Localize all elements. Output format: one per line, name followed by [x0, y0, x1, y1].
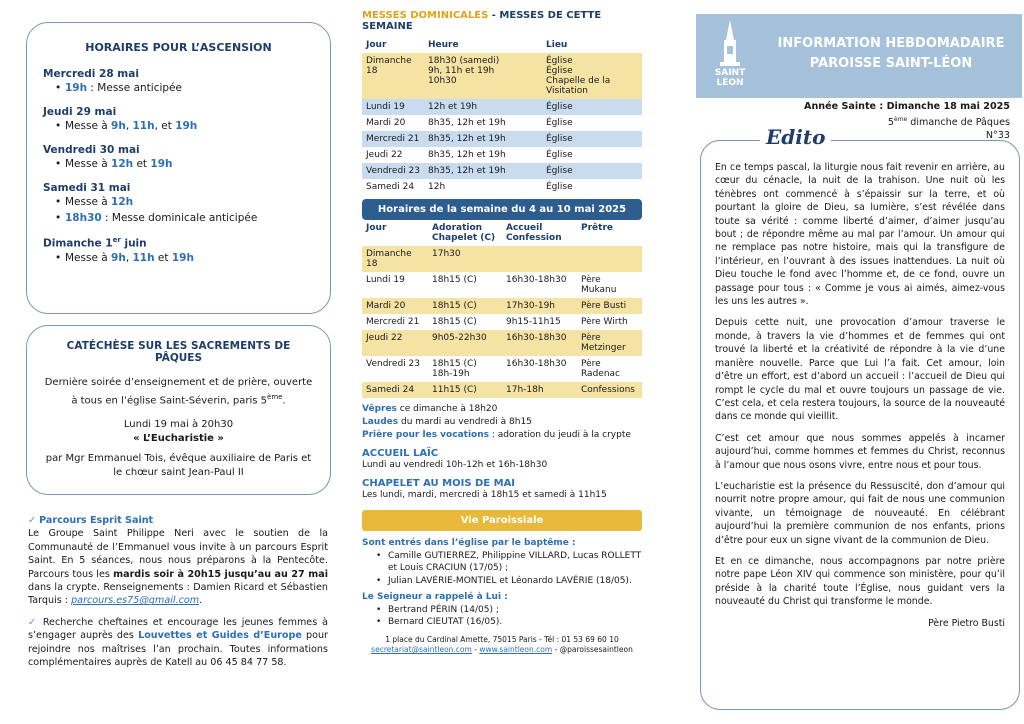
table-cell: 18h15 (C): [428, 298, 502, 314]
ascension-schedule: [43, 68, 314, 266]
table-cell: Église: [542, 163, 642, 179]
table-cell: Église: [542, 179, 642, 195]
chapelet-title: CHAPELET AU MOIS DE MAI: [362, 478, 516, 489]
edito-signature: Père Pietro Busti: [928, 617, 1005, 629]
table-cell: 9h15-11h15: [502, 314, 577, 330]
semaine-title: Horaires de la semaine du 4 au 10 mai 2025: [362, 199, 642, 220]
office-note: Vêpres ce dimanche à 18h20: [362, 404, 498, 414]
edito-title: Edito: [760, 125, 831, 149]
table-cell: 16h30-18h30: [502, 330, 577, 356]
edito-body: [715, 161, 1005, 609]
ascension-day: Jeudi 29 mai: [43, 106, 117, 118]
semaine-table: [362, 220, 642, 398]
edito-paragraph: Et en ce dimanche, nous accompagnons par notre prière notre pape Léon XIV qui commence son ministère, pour qu’il préside à la charité toute l’Église, nous guidant vers la nouveauté du Christ qui transforme le monde.: [715, 555, 1005, 608]
table-cell: Mardi 20: [362, 298, 428, 314]
table-cell: Lundi 19: [362, 99, 424, 115]
table-cell: 18h30 (samedi) 9h, 11h et 19h 10h30: [424, 53, 542, 99]
table-cell: Église: [542, 131, 642, 147]
parcours-text: Le Groupe Saint Philippe Neri avec le soutien de la Communauté de l’Emmanuel vous invite à un parcours Esprit Saint. En 5 séances, nous nous préparons à la Pentecôte. Parcours tous les mardis soir à 20h15 jusqu’au au 27 mai dans la crypte. Renseignements : Damien Ricard et Sébastien Tarquis : parcours.es75@gmail.com.: [28, 528, 328, 607]
deces-item: • Bernard CIEUTAT (16/05).: [362, 616, 642, 629]
table-cell: Vendredi 23: [362, 163, 424, 179]
office-name: Prière pour les vocations: [362, 430, 489, 440]
messe-row: [362, 115, 642, 131]
table-cell: 16h30-18h30: [502, 356, 577, 382]
messe-row: [362, 179, 642, 195]
table-cell: Église: [542, 115, 642, 131]
ascension-item: • 18h30 : Messe dominicale anticipée: [43, 210, 314, 226]
parcours-email-link[interactable]: parcours.es75@gmail.com: [71, 595, 200, 607]
deces-item: • Bertrand PÉRIN (14/05) ;: [362, 604, 642, 617]
table-cell: Dimanche 18: [362, 246, 428, 272]
guides-text: [28, 616, 328, 670]
table-cell: Mardi 20: [362, 115, 424, 131]
ordinal-suffix: er: [112, 236, 121, 244]
guides-text-a: Recherche cheftaines et encourage les jeunes femmes à s’engager auprès des: [28, 616, 328, 642]
table-cell: 12h et 19h: [424, 99, 542, 115]
time: 9h: [111, 120, 126, 132]
table-header: [362, 37, 642, 53]
time: 12h: [111, 158, 134, 170]
ascension-day: Samedi 31 mai: [43, 182, 131, 194]
edito-paragraph: C’est cet amour que nous sommes appelés à incarner aujourd’hui, comme hommes et femmes du Christ, reconnus à l’amour que nous osons vivre, entre nous et pour tous.: [715, 432, 1005, 471]
footer-website-link[interactable]: www.saintleon.com: [479, 645, 553, 654]
ascension-day: Vendredi 30 mai: [43, 144, 140, 156]
table-cell: Samedi 24: [362, 382, 428, 398]
time: 9h: [111, 251, 126, 264]
table-cell: [502, 246, 577, 272]
parcours-text-c: dans la crypte. Renseignements : Damien Ricard et Sébastien Tarquis :: [28, 582, 328, 607]
table-cell: 18h15 (C): [428, 314, 502, 330]
bulletin-header: [696, 14, 1022, 98]
vie-paroissiale-title: Vie Paroissiale: [362, 510, 642, 531]
messes-title: [362, 10, 642, 32]
table-cell: 17h30-19h: [502, 298, 577, 314]
catechese-title: CATÉCHÈSE SUR LES SACREMENTS DE PÂQUES: [66, 340, 291, 364]
logo-text-saint: SAINT: [714, 68, 746, 78]
offices-notes: [362, 403, 642, 442]
time: 12h: [111, 196, 134, 208]
footer-email-link[interactable]: secretariat@saintleon.com: [371, 645, 472, 654]
table-cell: Samedi 24: [362, 179, 424, 195]
table-cell: Père Metzinger: [577, 330, 642, 356]
messes-table: [362, 37, 642, 195]
catechese-speaker: par Mgr Emmanuel Tois, évêque auxiliaire de Paris et le chœur saint Jean-Paul II: [45, 453, 312, 479]
header-title-line2: PAROISSE SAINT-LÉON: [809, 56, 973, 71]
office-name: Laudes: [362, 417, 399, 427]
semaine-row: [362, 298, 642, 314]
catechese-theme: « L’Eucharistie »: [133, 433, 224, 445]
deces-title: Le Seigneur a rappelé à Lui :: [362, 592, 508, 602]
ordinal-suffix: ème: [267, 393, 283, 401]
column-header: Accueil Confession: [506, 223, 562, 243]
ascension-box: [26, 22, 331, 314]
ascension-day: Dimanche 1er juin: [43, 236, 147, 250]
sunday-label: dimanche de Pâques: [907, 117, 1010, 129]
middle-column: [362, 10, 642, 656]
edito-box: [700, 140, 1020, 710]
catechese-box: [26, 325, 331, 495]
bapteme-item: • Camille GUTIERREZ, Philippine VILLARD, Lucas ROLLETT et Louis CRACIUN (17/05) ;: [362, 550, 642, 575]
table-cell: Lundi 19: [362, 272, 428, 298]
time: 19h: [65, 82, 88, 94]
parcours-schedule: mardis soir à 20h15 jusqu’au au 27 mai: [113, 568, 328, 580]
edito-paragraph: L’eucharistie est la présence du Ressuscité, don d’amour qui nourrit notre propre amour, qui fait de nous une communion vivante, un témoignage de nouveauté. En célébrant aujourd’hui la première communion de nos enfants, prions d’être pour eux un signe vivant de la communion de Dieu.: [715, 480, 1005, 546]
table-cell: 11h15 (C): [428, 382, 502, 398]
table-cell: 8h35, 12h et 19h: [424, 147, 542, 163]
table-cell: 8h35, 12h et 19h: [424, 163, 542, 179]
table-cell: 18h15 (C): [428, 272, 502, 298]
office-note: Prière pour les vocations : adoration du jeudi à la crypte: [362, 430, 631, 440]
check-icon: ✓: [28, 515, 37, 526]
ascension-item: • Messe à 9h, 11h, et 19h: [43, 118, 314, 134]
guides-text-c: pour rejoindre nos maîtrises l’an prochain. Toutes informations complémentaires auprès de Katell au 06 45 84 77 58.: [28, 630, 328, 669]
messes-title-a: MESSES DOMINICALES: [362, 10, 489, 21]
table-cell: Père Mukanu: [577, 272, 642, 298]
footer: [362, 635, 642, 656]
parcours-heading: [28, 514, 328, 527]
footer-sep: -: [552, 645, 560, 654]
logo-text-leon: LÉON: [716, 78, 744, 88]
table-cell: Église: [542, 147, 642, 163]
column-header: Lieu: [546, 40, 568, 50]
table-cell: 17h30: [428, 246, 502, 272]
footer-social: @paroissesaintleon: [559, 645, 633, 654]
deces-list: [362, 604, 642, 629]
table-cell: 18h15 (C) 18h-19h: [428, 356, 502, 382]
office-name: Vêpres: [362, 404, 397, 414]
table-cell: Vendredi 23: [362, 356, 428, 382]
table-cell: 12h: [424, 179, 542, 195]
semaine-row: [362, 330, 642, 356]
time: 19h: [150, 158, 173, 170]
sunday-number: 5: [887, 117, 894, 129]
bapteme-list: [362, 550, 642, 588]
table-cell: Père Radenac: [577, 356, 642, 382]
table-cell: Jeudi 22: [362, 147, 424, 163]
column-header: Prêtre: [581, 223, 613, 233]
chapelet-text: Les lundi, mardi, mercredi à 18h15 et samedi à 11h15: [362, 490, 607, 500]
ascension-item: • Messe à 9h, 11h et 19h: [43, 250, 314, 266]
issue-meta: [804, 100, 1010, 142]
bapteme-title: Sont entrés dans l’église par le baptême :: [362, 538, 576, 548]
messes-title-b: - MESSES DE CETTE SEMAINE: [362, 10, 602, 32]
semaine-row: [362, 382, 642, 398]
catechese-intro: Dernière soirée d’enseignement et de prière, ouverte à tous en l’église Saint-Séverin, paris 5ème.: [44, 377, 313, 407]
parcours-section: [28, 514, 328, 669]
parcours-text-a: Le Groupe Saint Philippe Neri avec le soutien de la Communauté de l’Emmanuel vous invite à un parcours Esprit Saint. En 5 séances, nous nous préparons à la Pentecôte. Parcours tous les: [28, 528, 328, 580]
ascension-item: • 19h : Messe anticipée: [43, 80, 314, 96]
issue-number: N°33: [985, 130, 1010, 142]
edito-paragraph: Depuis cette nuit, une provocation d’amour traverse le monde, à travers la vie d’hommes et de femmes qui ont trouvé la liberté et la créativité de répondre à la vie d’une manière nouvelle. Parce que Lui l’a fait. Cet amour, loin d’être un effort, est d’abord un accueil : l’accueil de Dieu qui rompt le cycle du mal et ouvre toujours un passage de vie. C’est cela, et cela restera toujours, la source de la nouveauté dans ce monde qui vieillit.: [715, 317, 1005, 423]
liturgical-sunday: [804, 113, 1010, 129]
ascension-item: • Messe à 12h: [43, 194, 314, 210]
column-header: Adoration Chapelet (C): [432, 223, 496, 243]
accueil-text: Lundi au vendredi 10h-12h et 16h-18h30: [362, 460, 548, 470]
footer-address: 1 place du Cardinal Amette, 75015 Paris - Tél : 01 53 69 60 10: [385, 634, 619, 644]
table-cell: 16h30-18h30: [502, 272, 577, 298]
semaine-row: [362, 246, 642, 272]
table-cell: Père Busti: [577, 298, 642, 314]
table-cell: 17h-18h: [502, 382, 577, 398]
office-note: Laudes du mardi au vendredi à 8h15: [362, 417, 532, 427]
check-icon: ✓: [28, 616, 38, 628]
messe-row: [362, 163, 642, 179]
column-header: Jour: [366, 40, 387, 50]
table-cell: 9h05-22h30: [428, 330, 502, 356]
table-cell: Dimanche 18: [362, 53, 424, 99]
time: 19h: [171, 251, 194, 264]
issue-date: Année Sainte : Dimanche 18 mai 2025: [804, 101, 1010, 112]
guides-name: Louvettes et Guides d’Europe: [138, 630, 302, 642]
table-cell: 8h35, 12h et 19h: [424, 131, 542, 147]
ascension-title: HORAIRES POUR L’ASCENSION: [85, 41, 272, 54]
parish-logo: [708, 18, 752, 92]
ascension-item: • Messe à 12h et 19h: [43, 156, 314, 172]
parcours-title: Parcours Esprit Saint: [39, 515, 154, 526]
footer-sep: -: [471, 645, 480, 654]
table-cell: Église: [542, 99, 642, 115]
messe-row: [362, 131, 642, 147]
table-cell: 8h35, 12h et 19h: [424, 115, 542, 131]
table-header: [362, 220, 642, 246]
messe-row: [362, 147, 642, 163]
ascension-day: Mercredi 28 mai: [43, 68, 139, 80]
edito-paragraph: En ce temps pascal, la liturgie nous fait revenir en arrière, au cœur du cénacle, la nuit de la trahison. Une nuit où les ténèbres ont commencé à s’épaissir sur la terre, et où pourtant la gloire de Dieu, sa lumière, s’est révélée dans toute sa vérité : comme liberté d’aimer, d’aimer jusqu’au bout ; de répondre même au mal par l’amour. Un amour qui ne remplace pas notre histoire, mais qui la transfigure de l’intérieur, en l’ouvrant à des issues inattendues. La nuit où Dieu touche le fond avec l’homme et, de ce fond, ouvre un passage pour tous : « Comme je vous ai aimés, aimez-vous les uns les autres ».: [715, 162, 1005, 308]
messe-row: [362, 53, 642, 99]
bapteme-item: • Julian LAVÉRIE-MONTIEL et Léonardo LAVÉRIE (18/05).: [362, 575, 642, 588]
sunday-suffix: ème: [894, 116, 908, 123]
semaine-row: [362, 272, 642, 298]
accueil-title: ACCUEIL LAÏC: [362, 448, 439, 459]
time: 19h: [175, 120, 198, 132]
column-header: Heure: [428, 40, 459, 50]
column-header: Jour: [366, 223, 387, 233]
semaine-row: [362, 356, 642, 382]
table-cell: Confessions: [577, 382, 642, 398]
catechese-date: Lundi 19 mai à 20h30: [123, 419, 234, 431]
time: 11h: [132, 120, 155, 132]
time: 18h30: [65, 212, 102, 224]
table-cell: Jeudi 22: [362, 330, 428, 356]
table-cell: [577, 246, 642, 272]
table-cell: Église Église Chapelle de la Visitation: [542, 53, 642, 99]
messe-row: [362, 99, 642, 115]
time: 11h: [132, 251, 155, 264]
semaine-row: [362, 314, 642, 330]
table-cell: Père Wirth: [577, 314, 642, 330]
table-cell: Mercredi 21: [362, 314, 428, 330]
table-cell: Mercredi 21: [362, 131, 424, 147]
header-title-line1: INFORMATION HEBDOMADAIRE: [777, 36, 1005, 51]
